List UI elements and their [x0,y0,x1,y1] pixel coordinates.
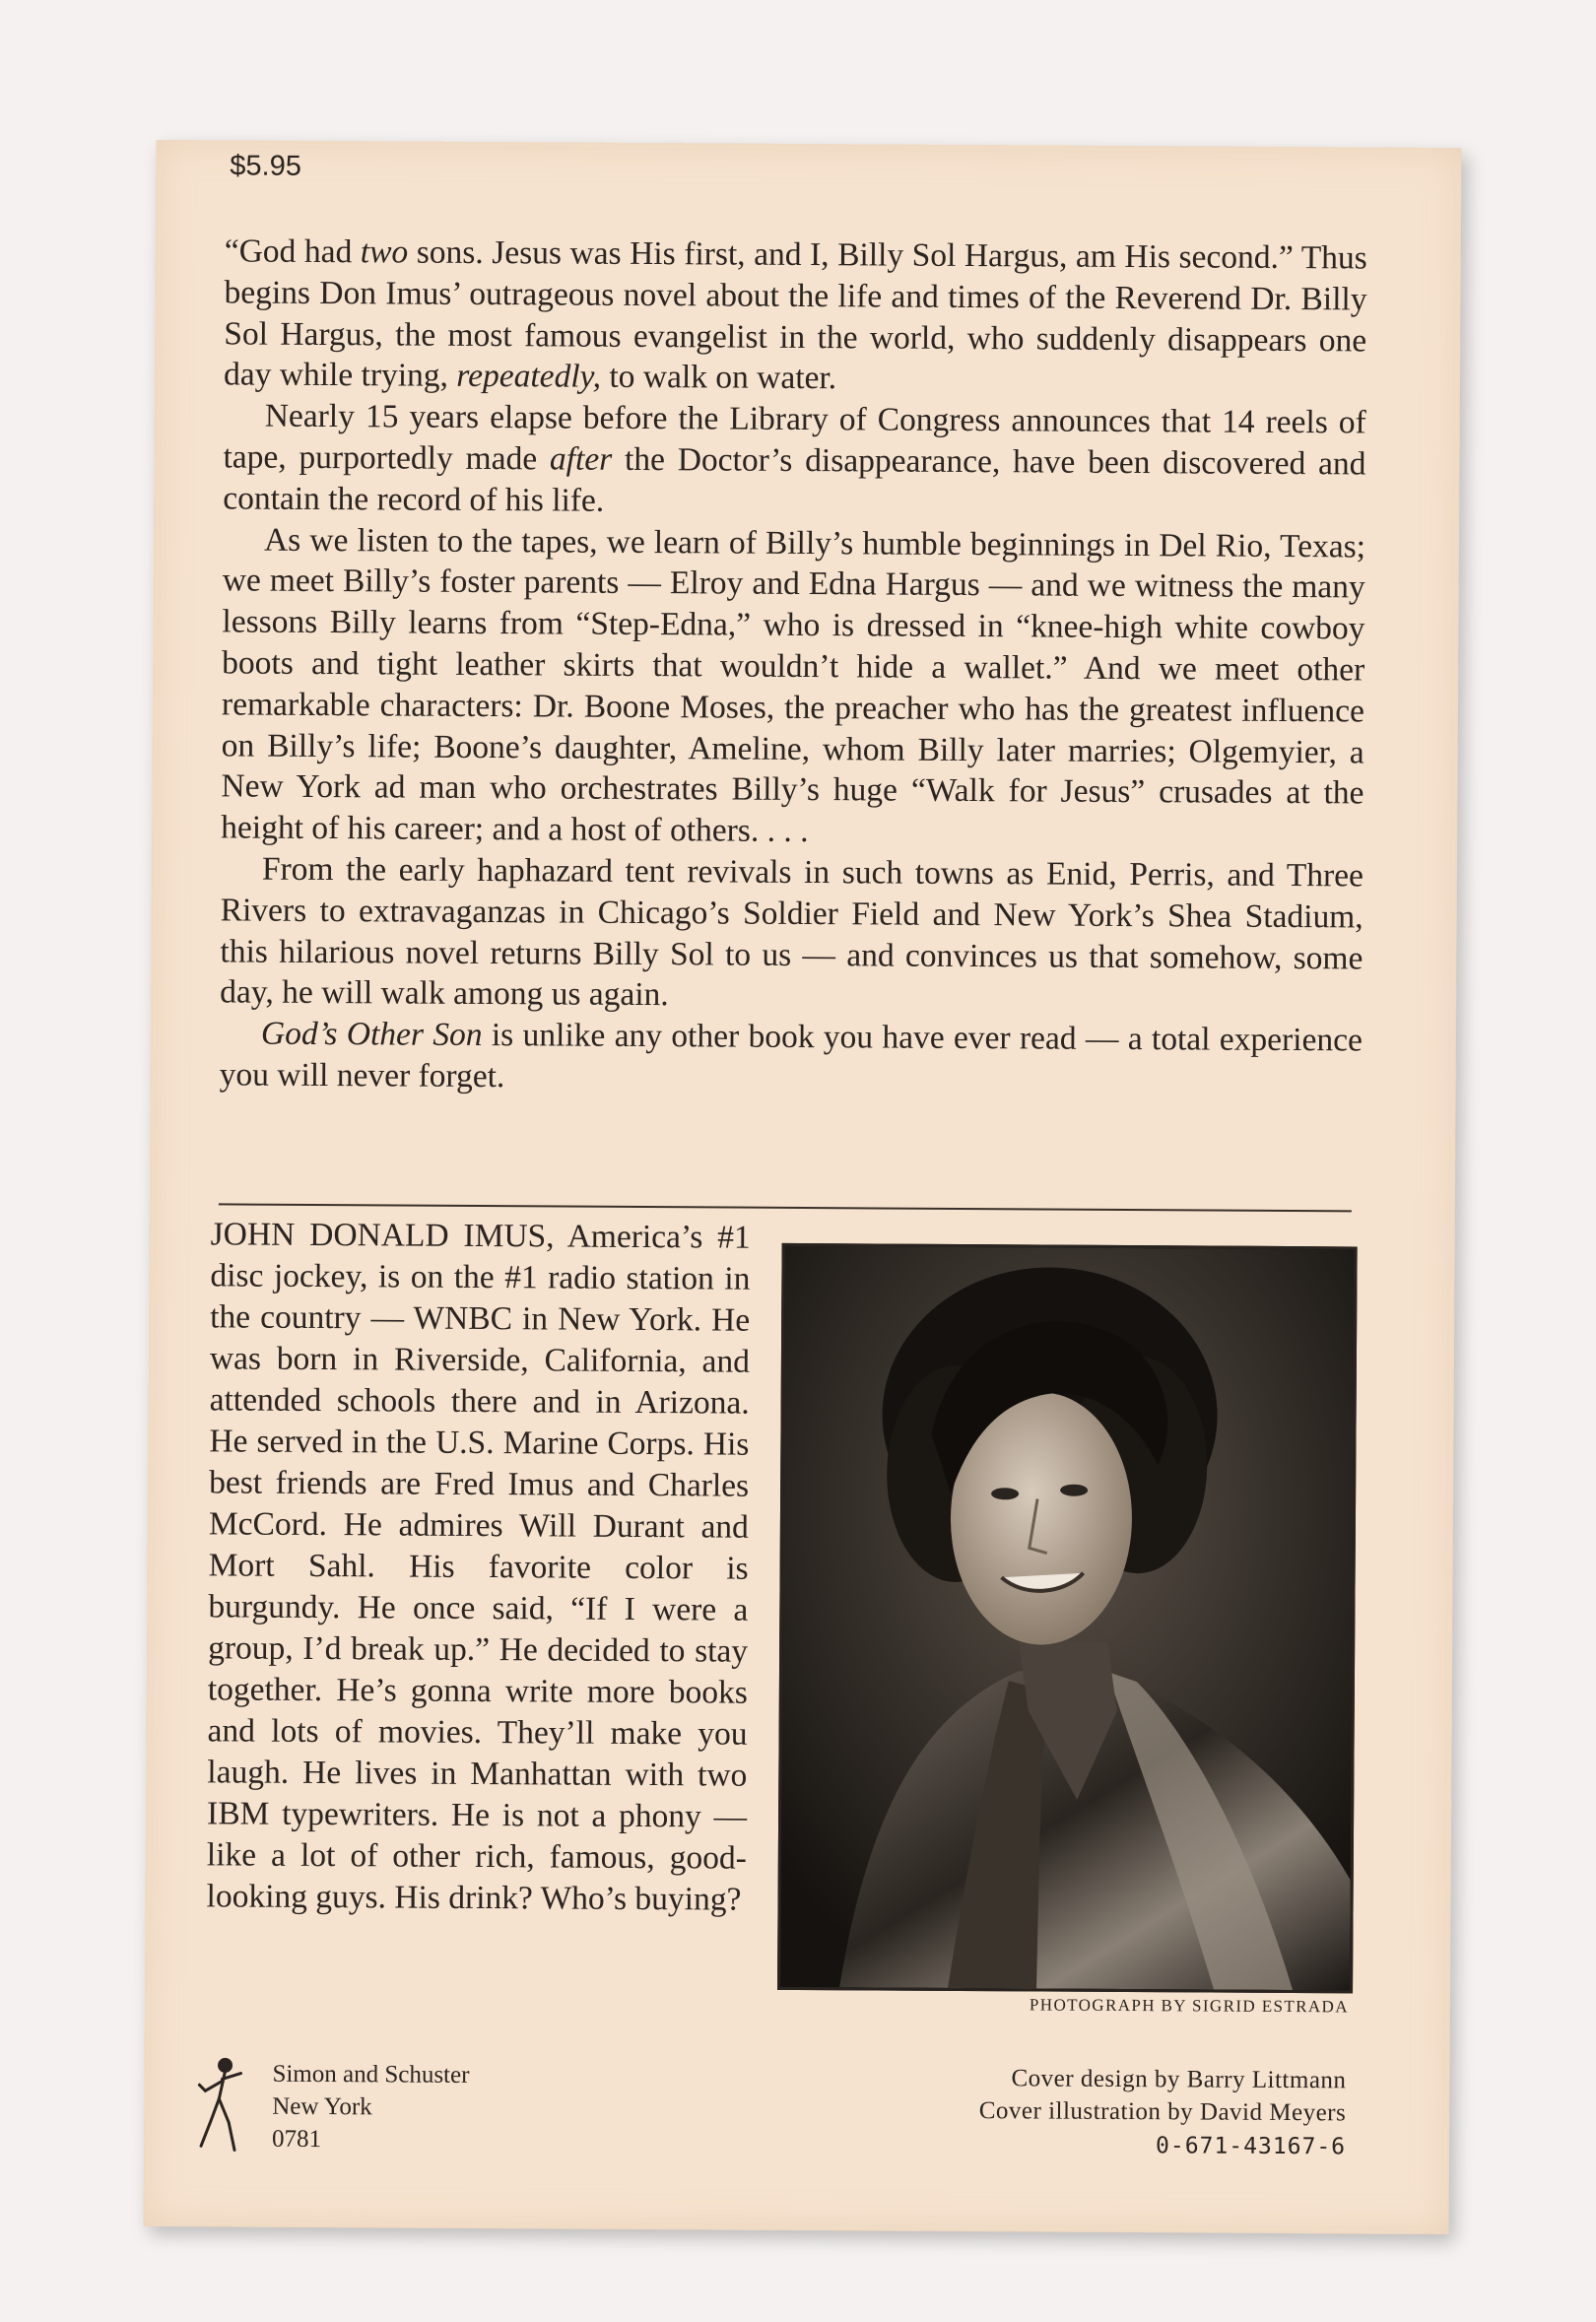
blurb-text: “God had [224,232,361,271]
blurb-text: sons. Jesus was His first, and I, Billy Sol Hargus, am His second.” Thus begins Don Imus’ outrageous novel about the life and times of the Reverend Dr. Billy Sol Hargus, the most famous evangelist in the world, who suddenly disappears one day while trying, [223,233,1367,395]
isbn: 0-671-43167-6 [1155,2133,1347,2160]
cover-illustration-credit: Cover illustration by David Meyers [978,2097,1347,2127]
publisher-block [272,2058,470,2156]
blurb-text: to walk on water. [600,359,837,397]
blurb-emphasis: after [549,440,613,478]
sower-logo-icon [191,2051,251,2159]
author-bio: JOHN DONALD IMUS, America’s #1 disc jockey, is on the #1 radio station in the country — WNBC in New York. He was born in Riverside, California, and attended schools there and in Arizona. He served in the U.S. Marine Corps. His best friends are Fred Imus and Charles McCord. He admires Will Durant and Mort Sahl. His favorite color is burgundy. He once said, “If I were a group, I’d break up.” He decided to stay together. He’s gonna write more books and lots of movies. They’ll make you laugh. He lives in Manhattan with two IBM typewriters. He is not a phony — like a lot of other rich, famous, good-looking guys. His drink? Who’s buying? [206,1216,751,1918]
blurb-paragraph-2 [223,396,1366,526]
blurb-emphasis: two [360,233,409,271]
blurb-paragraph-1 [224,231,1367,402]
blurb-paragraph-3: As we listen to the tapes, we learn of Billy’s humble beginnings in Del Rio, Texas; we meet Billy’s foster parents — Elroy and Edna Hargus — and we witness the many lessons Billy learns from “Step-Edna,” who is dressed in “knee-high white cowboy boots and tight leather skirts that wouldn’t hide a wallet.” And we meet other remarkable characters: Dr. Boone Moses, the preacher who has the greatest influence on Billy’s life; Boone’s daughter, Ameline, whom Billy later marries; Olgemyier, a New York ad man who orchestrates Billy’s huge “Walk for Jesus” crusades at the height of his career; and a host of others. . . . [221,521,1366,850]
author-portrait-image [780,1246,1355,1991]
price: $5.95 [230,150,301,182]
author-photo [777,1243,1358,1994]
blurb-paragraph-5 [220,1014,1363,1103]
publisher-code: 0781 [272,2125,322,2154]
publisher-city: New York [272,2092,372,2121]
cover-credits [883,2062,1347,2164]
photo-credit: PHOTOGRAPH BY SIGRID ESTRADA [1029,1995,1349,2017]
blurb-text: the Doctor’s disappearance, have been discovered and contain the record of his life. [223,440,1366,519]
blurb [220,231,1367,1102]
book-title-emphasis: God’s Other Son [260,1015,483,1054]
blurb-emphasis: repeatedly, [456,358,602,396]
cover-design-credit: Cover design by Barry Littmann [1011,2065,1347,2094]
book-back-cover [144,140,1462,2234]
publisher-name: Simon and Schuster [272,2060,470,2089]
blurb-text: is unlike any other book you have ever read — a total experience you will never forget. [219,1017,1363,1095]
blurb-text: Nearly 15 years elapse before the Library of Congress announces that 14 reels of tape, purportedly made [223,397,1366,478]
blurb-paragraph-4: From the early haphazard tent revivals in such towns as Enid, Perris, and Three Rivers to extravaganzas in Chicago’s Soldier Field and New York’s Shea Stadium, this hilarious novel returns Billy Sol to us — and convinces us that somehow, some day, he will walk among us again. [220,850,1364,1014]
divider-rule [219,1203,1352,1212]
